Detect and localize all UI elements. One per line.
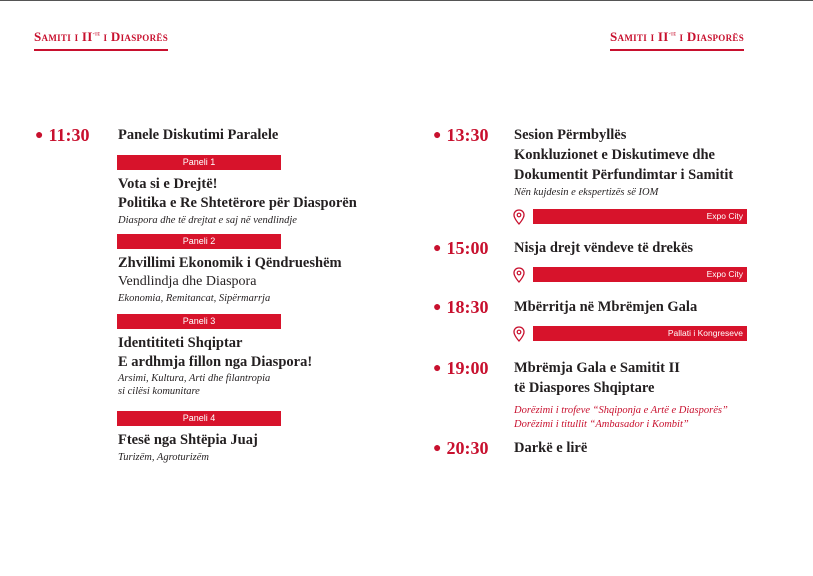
time-1330	[433, 125, 488, 146]
time-label: 19:00	[446, 358, 489, 378]
panel-1-title-line-2: Politika e Re Shtetërore për Diasporën	[118, 195, 357, 211]
time-1900	[433, 358, 488, 379]
time-1830	[433, 297, 488, 318]
item-1900-red-note-1: Dorëzimi i trofeve “Shqiponja e Artë e Diasporës”	[514, 405, 728, 416]
panel-2-title-line-1: Zhvillimi Ekonomik i Qëndrueshëm	[118, 255, 342, 271]
bullet-dot: ●	[35, 128, 44, 143]
item-1330-title-line-1: Sesion Përmbyllës	[514, 127, 627, 143]
time-label: 20:30	[446, 438, 489, 458]
panel-3-title-line-2: E ardhmja fillon nga Diaspora!	[118, 354, 313, 370]
bullet-dot: ●	[433, 441, 442, 456]
time-label: 13:30	[446, 125, 489, 145]
location-pin-icon	[513, 326, 525, 342]
panel-2-subtitle: Vendlindja dhe Diaspora	[118, 274, 257, 289]
bullet-dot: ●	[433, 300, 442, 315]
header-left-underline	[34, 49, 168, 51]
header-left-text-pre: Samiti i II	[34, 29, 93, 44]
location-pin-icon	[513, 267, 525, 283]
panel-3-note-line-2: si cilësi komunitare	[118, 386, 200, 397]
time-1500	[433, 238, 488, 259]
item-1900-red-note-2: Dorëzimi i titullit “Ambasador i Kombit”	[514, 419, 689, 430]
time-label: 15:00	[446, 238, 489, 258]
item-1900-title-line-2: të Diaspores Shqiptare	[514, 380, 655, 396]
header-left-text-post: i Diasporës	[100, 29, 169, 44]
item-1330-title-line-2: Konkluzionet e Diskutimeve dhe	[514, 147, 715, 163]
header-right-text-pre: Samiti i II	[610, 29, 669, 44]
header-right-sup: -të	[668, 31, 676, 38]
panel-4-bar: Paneli 4	[117, 411, 281, 426]
header-right-text-post: i Diasporës	[676, 29, 745, 44]
bullet-dot: ●	[433, 241, 442, 256]
header-left-sup: -të	[92, 31, 100, 38]
header-left	[34, 29, 168, 45]
panel-3-title-line-1: Identititeti Shqiptar	[118, 335, 243, 351]
item-1330-title-line-3: Dokumentit Përfundimtar i Samitit	[514, 167, 734, 183]
location-bar-1830: Pallati i Kongreseve	[533, 326, 747, 341]
panel-2-note: Ekonomia, Remitancat, Sipërmarrja	[118, 293, 271, 304]
panel-3-bar: Paneli 3	[117, 314, 281, 329]
time-label: 11:30	[48, 125, 90, 145]
location-pin-icon	[513, 209, 525, 225]
panel-1-note: Diaspora dhe të drejtat e saj në vendlindje	[118, 215, 297, 226]
panel-3-note-line-1: Arsimi, Kultura, Arti dhe filantropia	[118, 373, 271, 384]
session-title: Panele Diskutimi Paralele	[118, 127, 279, 143]
top-border-line	[0, 0, 813, 1]
bullet-dot: ●	[433, 128, 442, 143]
header-right	[610, 29, 744, 45]
item-1900-title-line-1: Mbrëmja Gala e Samitit II	[514, 360, 680, 376]
panel-4-title-line-1: Ftesë nga Shtëpia Juaj	[118, 432, 258, 448]
item-1500-title-line-1: Nisja drejt vëndeve të drekës	[514, 240, 694, 256]
time-label: 18:30	[446, 297, 489, 317]
location-bar-1500: Expo City	[533, 267, 747, 282]
item-2030-title-line-1: Darkë e lirë	[514, 440, 588, 456]
location-bar-1330: Expo City	[533, 209, 747, 224]
panel-1-bar: Paneli 1	[117, 155, 281, 170]
header-right-underline	[610, 49, 744, 51]
panel-4-note: Turizëm, Agroturizëm	[118, 452, 210, 463]
panel-2-bar: Paneli 2	[117, 234, 281, 249]
time-1130	[35, 125, 89, 146]
bullet-dot: ●	[433, 361, 442, 376]
item-1330-note: Nën kujdesin e ekspertizës së IOM	[514, 187, 659, 198]
item-1830-title-line-1: Mbërritja në Mbrëmjen Gala	[514, 299, 698, 315]
time-2030	[433, 438, 488, 459]
panel-1-title-line-1: Vota si e Drejtë!	[118, 176, 218, 192]
